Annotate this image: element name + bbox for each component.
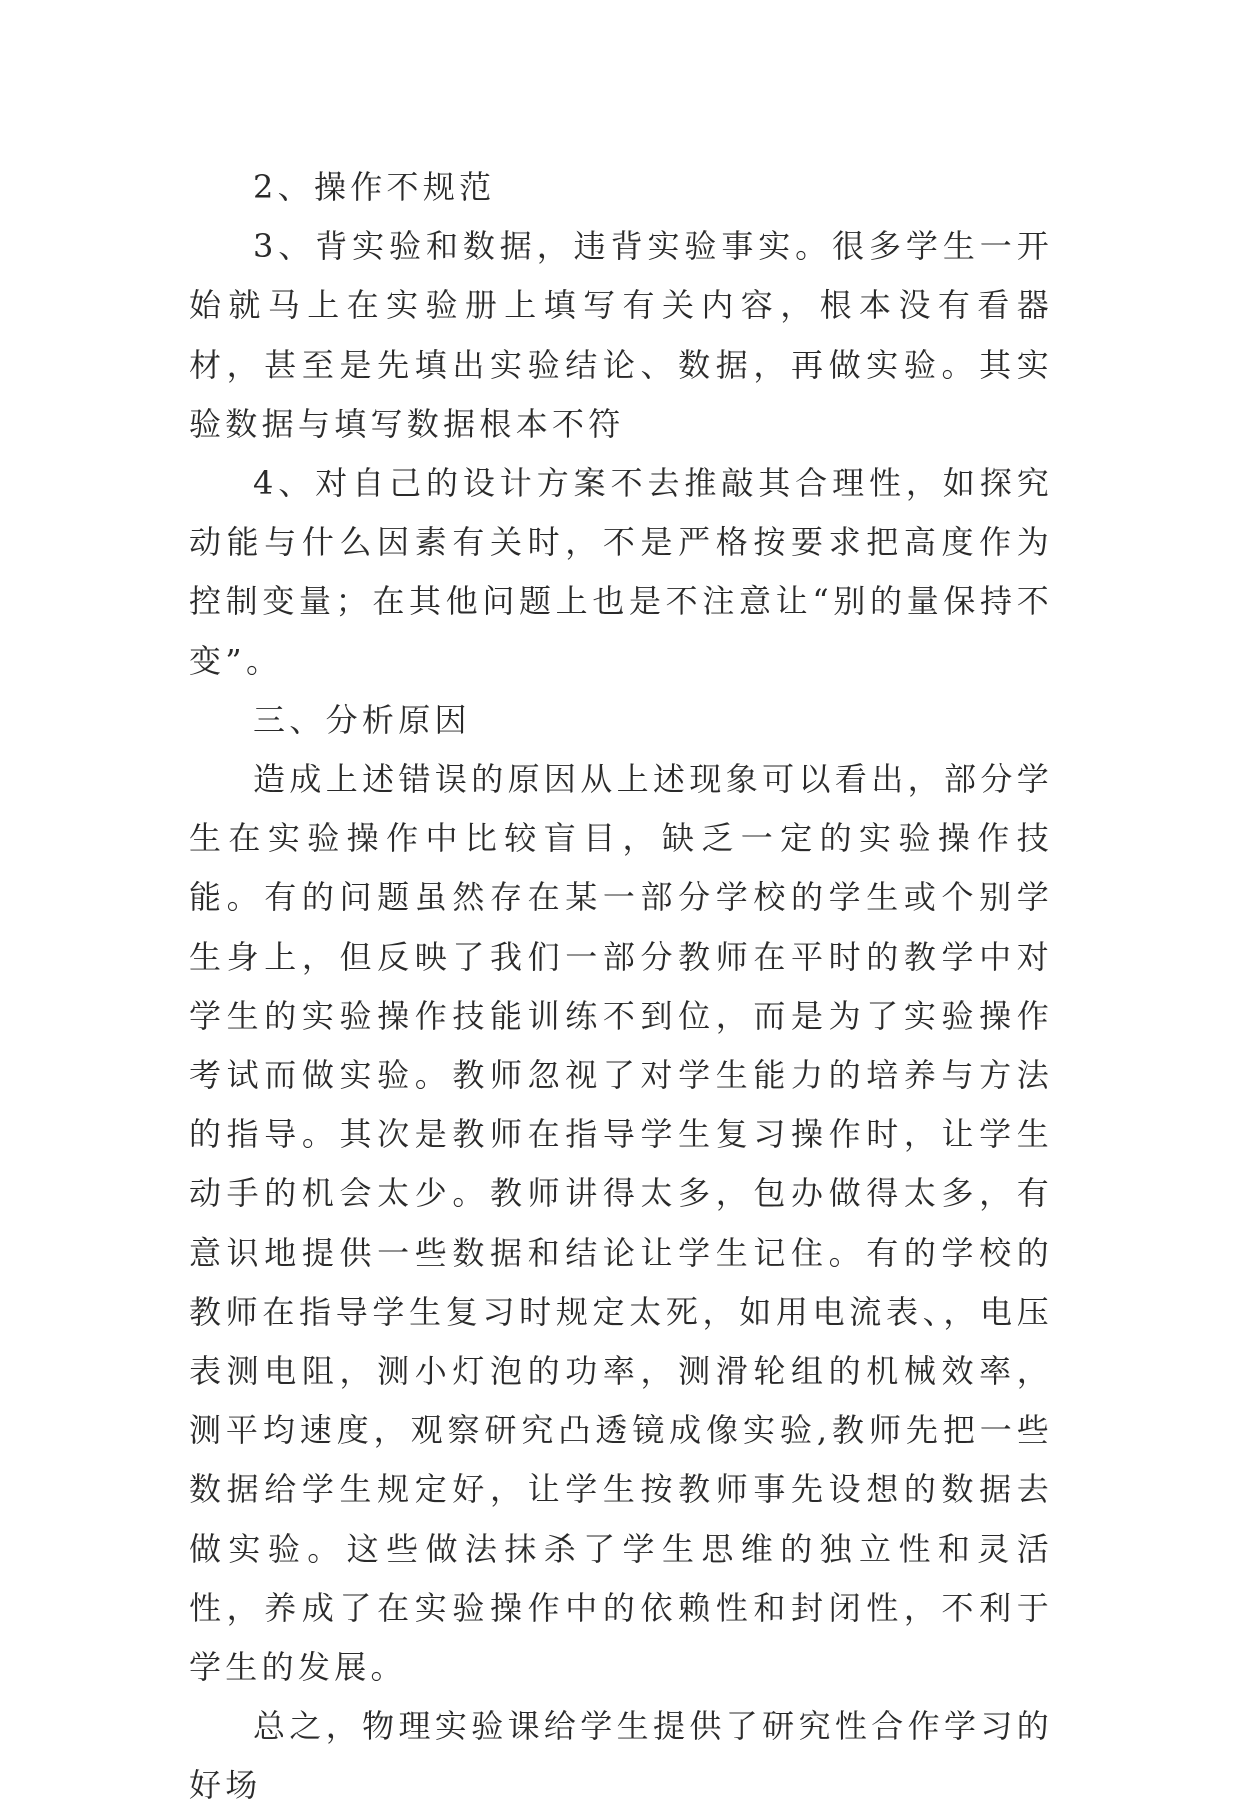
document-body: [189, 158, 1053, 1816]
conclusion-paragraph: 总之，物理实验课给学生提供了研究性合作学习的好场: [189, 1707, 1053, 1805]
section-3-heading: 三、分析原因: [253, 700, 471, 739]
item-4-paragraph: 4、对自己的设计方案不去推敲其合理性，如探究动能与什么因素有关时，不是严格按要求把高度作为控制变量；在其他问题上也是不注意让“别的量保持不变”。: [189, 464, 1053, 680]
item-2-heading: 2、操作不规范: [253, 168, 496, 206]
analysis-paragraph: 造成上述错误的原因从上述现象可以看出，部分学生在实验操作中比较盲目，缺乏一定的实验操作技能。有的问题虽然存在某一部分学校的学生或个别学生身上，但反映了我们一部分教师在平时的教学中对学生的实验操作技能训练不到位，而是为了实验操作考试而做实验。教师忽视了对学生能力的培养与方法的指导。其次是教师在指导学生复习操作时，让学生动手的机会太少。教师讲得太多，包办做得太多，有意识地提供一些数据和结论让学生记住。有的学校的教师在指导学生复习时规定太死，如用电流表、，电压表测电阻，测小灯泡的功率，测滑轮组的机械效率，测平均速度，观察研究凸透镜成像实验,教师先把一些数据给学生规定好，让学生按教师事先设想的数据去做实验。这些做法抹杀了学生思维的独立性和灵活性，养成了在实验操作中的依赖性和封闭性，不利于学生的发展。: [189, 760, 1053, 1687]
item-3-paragraph: 3、背实验和数据，违背实验事实。很多学生一开始就马上在实验册上填写有关内容，根本没有看器材，甚至是先填出实验结论、数据，再做实验。其实验数据与填写数据根本不符: [189, 227, 1053, 443]
